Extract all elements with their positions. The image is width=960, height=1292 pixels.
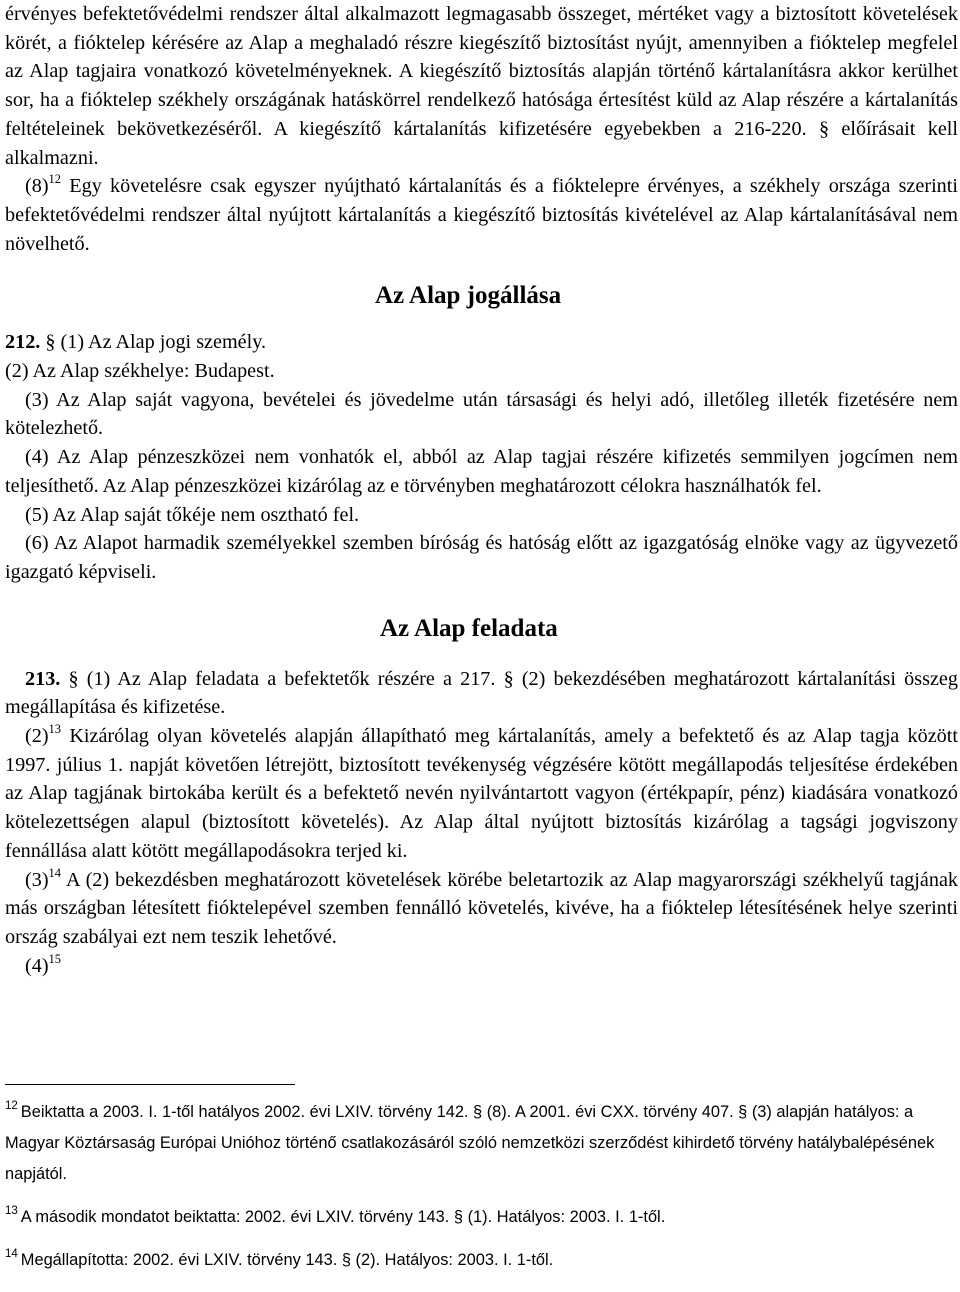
section-213-paragraph-4 bbox=[5, 952, 958, 981]
footnote-ref-13[interactable]: 13 bbox=[48, 722, 62, 737]
paragraph-8 bbox=[5, 172, 958, 258]
paragraph-intro: érvényes befektetővédelmi rendszer által alkalmazott legmagasabb összeget, mértéket vagy a biztosított követelések körét, a fióktelep kérésére az Alap a meghaladó részre kiegészítő biztosítást nyújt, amennyiben a fióktelep megfelel az Alap tagjaira vonatkozó követelményeknek. A kiegészítő biztosítás alapján történő kártalanításra akkor kerülhet sor, ha a fióktelep székhely országának hatáskörrel rendelkező hatósága értesítést küld az Alap részére a kártalanítás feltételeinek bekövetkezéséről. A kiegészítő kártalanítás kifizetésére egyebekben a 216-220. § előírásait kell alkalmazni. bbox=[5, 3, 958, 169]
section-212-paragraph-4: (4) Az Alap pénzeszközei nem vonhatók el, abból az Alap tagjai részére kifizetés semmilyen jogcímen nem teljesíthető. Az Alap pénzeszközei kizárólag az e törvényben meghatározott célokra használhatók fel. bbox=[5, 446, 958, 497]
section-213-p1-text: § (1) Az Alap feladata a befektetők részére a 217. § (2) bekezdésében meghatározott kártalanítási összeg megállapítása és kifizetése. bbox=[5, 667, 958, 719]
footnote-13 bbox=[5, 1202, 955, 1233]
section-213-p4-number: (4) bbox=[25, 954, 49, 977]
section-heading-feladata: Az Alap feladata bbox=[380, 614, 558, 642]
footnote-12 bbox=[5, 1097, 955, 1190]
footnote-ref-12[interactable]: 12 bbox=[48, 172, 62, 187]
section-213-p3-text: A (2) bekezdésben meghatározott követelések körébe beletartozik az Alap magyarországi székhelyű tagjának más országban létesített fióktelepével szemben fennálló követelés, kivéve, ha a fióktelep létesítésének helye szerinti ország szabályai ezt nem teszik lehetővé. bbox=[5, 868, 958, 948]
section-213-p2-text: Kizárólag olyan követelés alapján állapítható meg kártalanítás, amely a befektető és az Alap tagja között 1997. július 1. napját követően létrejött, biztosított tevékenység végzésére kötött megállapodás teljesítése érdekében az Alap tagjának birtokába került és a befektető nevén nyilvántartott vagyon (értékpapír, pénz) kiadására vonatkozó kötelezettségen alapul (biztosított követelés). Az Alap által nyújtott biztosítás kizárólag a tagsági jogviszony fennállása alatt kötött megállapodásokra terjed ki. bbox=[5, 725, 958, 862]
section-213-p3-number: (3) bbox=[25, 868, 49, 891]
section-heading-jogallasa: Az Alap jogállása bbox=[375, 282, 562, 310]
section-212-paragraph-5: (5) Az Alap saját tőkéje nem osztható fel. bbox=[25, 503, 360, 526]
footnotes bbox=[5, 1097, 955, 1276]
paragraph-8-text: Egy követelésre csak egyszer nyújtható kártalanítás és a fióktelepre érvényes, a székhely országa szerinti befektetővédelmi rendszer által nyújtott kártalanítás a kiegészítő biztosítás kivételével az Alap kártalanításával nem növelhető. bbox=[5, 175, 958, 255]
paragraph-8-number: (8) bbox=[25, 175, 49, 198]
footnote-number: 13 bbox=[5, 1205, 18, 1217]
section-212-paragraph-2: (2) Az Alap székhelye: Budapest. bbox=[5, 360, 275, 383]
document-page bbox=[5, 0, 958, 980]
section-213-paragraph-2 bbox=[5, 722, 958, 866]
section-213-p2-number: (2) bbox=[25, 725, 49, 748]
footnote-14 bbox=[5, 1245, 955, 1276]
section-212-paragraph-1 bbox=[5, 328, 958, 357]
footnote-text: Beiktatta a 2003. I. 1-től hatályos 2002. évi LXIV. törvény 142. § (8). A 2001. évi CXX. törvény 407. § (3) alapján hatályos: a Magyar Köztársaság Európai Unióhoz történő csatlakozásáról szóló nemzetközi szerződést kihirdető törvény hatálybalépésének napjától. bbox=[5, 1103, 935, 1183]
section-213-paragraph-1 bbox=[5, 665, 958, 722]
section-212-number: 212. bbox=[5, 331, 41, 354]
footnote-number: 12 bbox=[5, 1100, 18, 1112]
footnote-ref-15[interactable]: 15 bbox=[48, 951, 62, 966]
footnote-text: Megállapította: 2002. évi LXIV. törvény 143. § (2). Hatályos: 2003. I. 1-től. bbox=[20, 1251, 554, 1269]
section-212-p1-text: § (1) Az Alap jogi személy. bbox=[40, 331, 267, 354]
footnote-separator bbox=[5, 1084, 295, 1085]
section-213-number: 213. bbox=[25, 667, 61, 690]
section-213-paragraph-3 bbox=[5, 866, 958, 952]
section-212-paragraph-3: (3) Az Alap saját vagyona, bevételei és jövedelme után társasági és helyi adó, illetőleg illeték fizetésére nem kötelezhető. bbox=[5, 388, 958, 440]
footnote-text: A második mondatot beiktatta: 2002. évi LXIV. törvény 143. § (1). Hatályos: 2003. I. 1-től. bbox=[20, 1208, 666, 1226]
footnote-ref-14[interactable]: 14 bbox=[48, 865, 62, 880]
section-212-paragraph-6: (6) Az Alapot harmadik személyekkel szemben bíróság és hatóság előtt az igazgatóság elnöke vagy az ügyvezető igazgató képviseli. bbox=[5, 532, 958, 583]
footnote-number: 14 bbox=[5, 1248, 18, 1260]
